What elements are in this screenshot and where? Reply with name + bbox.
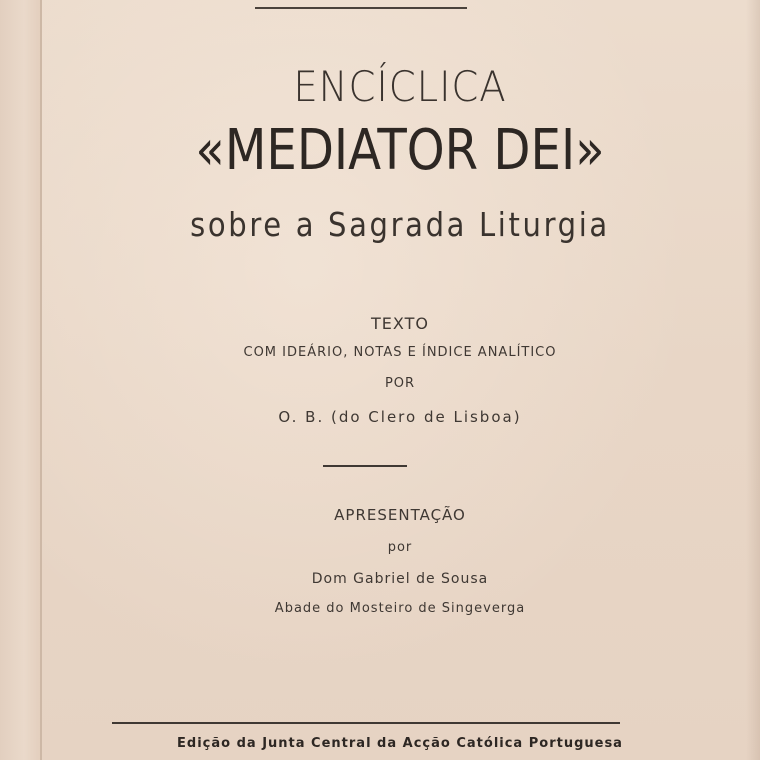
- title-line-2: «MEDIATOR DEI»: [195, 118, 605, 183]
- texto-label: TEXTO: [371, 314, 429, 333]
- bottom-rule: [112, 722, 620, 724]
- middle-rule: [323, 465, 407, 467]
- page-spine: [0, 0, 40, 760]
- title-line-1: ENCÍCLICA: [293, 62, 507, 111]
- author-line: O. B. (do Clero de Lisboa): [278, 408, 522, 426]
- edition-line: Edição da Junta Central da Acção Católica Portuguesa: [177, 736, 623, 751]
- presenter-name: Dom Gabriel de Sousa: [311, 571, 489, 587]
- texto-details: COM IDEÁRIO, NOTAS E ÍNDICE ANALÍTICO: [243, 345, 557, 360]
- presentation-heading: APRESENTAÇÃO: [334, 506, 466, 524]
- por-label: POR: [384, 376, 416, 391]
- presentation-por: por: [387, 540, 413, 555]
- presenter-role: Abade do Mosteiro de Singeverga: [274, 601, 526, 616]
- title-line-3: sobre a Sagrada Liturgia: [190, 205, 610, 244]
- top-rule: [255, 7, 467, 9]
